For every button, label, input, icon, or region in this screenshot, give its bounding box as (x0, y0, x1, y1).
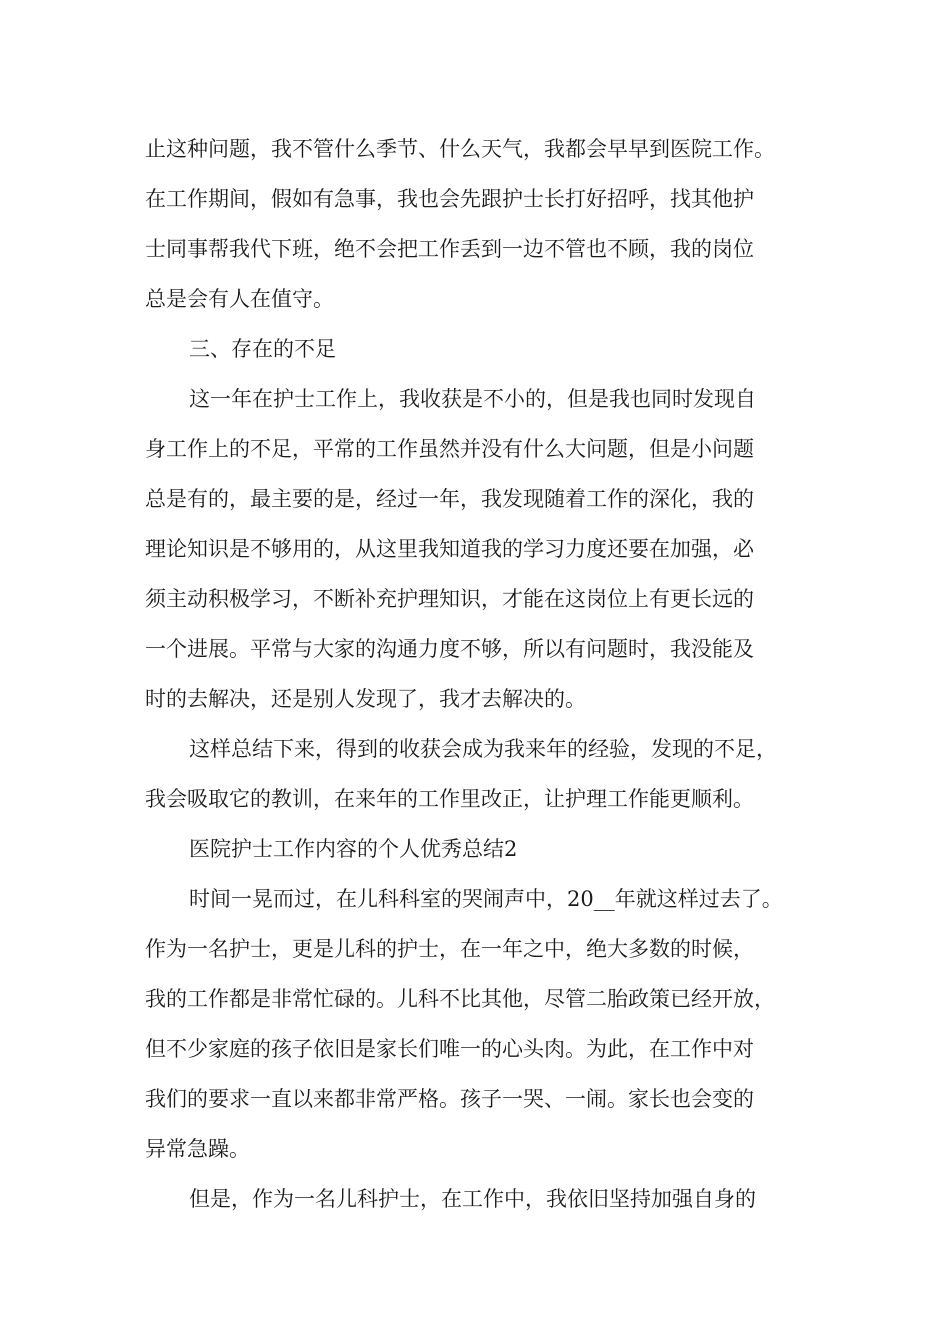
section-heading: 三、存在的不足 (189, 337, 336, 361)
text-line: 身工作上的不足，平常的工作虽然并没有什么大问题，但是小问题 (145, 437, 754, 461)
text-line: 这一年在护士工作上，我收获是不小的，但是我也同时发现自 (189, 387, 756, 411)
text-line: 在工作期间，假如有急事，我也会先跟护士长打好招呼，找其他护 (145, 187, 754, 211)
body-text (145, 124, 835, 1224)
text-line: 须主动积极学习，不断补充护理知识，才能在这岗位上有更长远的 (145, 587, 754, 611)
text-line: 这样总结下来，得到的收获会成为我来年的经验，发现的不足， (189, 737, 777, 761)
text-line: 士同事帮我代下班，绝不会把工作丢到一边不管也不顾，我的岗位 (145, 237, 754, 261)
text-line: 我的工作都是非常忙碌的。儿科不比其他，尽管二胎政策已经开放， (145, 987, 775, 1011)
text-line: 理论知识是不够用的，从这里我知道我的学习力度还要在加强，必 (145, 537, 754, 561)
text-line: 我们的要求一直以来都非常严格。孩子一哭、一闹。家长也会变的 (145, 1087, 754, 1111)
article-title: 医院护士工作内容的个人优秀总结2 (189, 837, 518, 861)
text-line: 作为一名护士，更是儿科的护士，在一年之中，绝大多数的时候， (145, 937, 754, 961)
text-line: 一个进展。平常与大家的沟通力度不够，所以有问题时，我没能及 (145, 637, 754, 661)
text-line: 止这种问题，我不管什么季节、什么天气，我都会早早到医院工作。 (145, 137, 775, 161)
text-line: 总是会有人在值守。 (145, 287, 334, 311)
text-line: 但是，作为一名儿科护士，在工作中，我依旧坚持加强自身的 (189, 1187, 756, 1211)
text-line: 总是有的，最主要的是，经过一年，我发现随着工作的深化，我的 (145, 487, 754, 511)
text-line: 时的去解决，还是别人发现了，我才去解决的。 (145, 687, 586, 711)
text-line: 但不少家庭的孩子依旧是家长们唯一的心头肉。为此，在工作中对 (145, 1037, 754, 1061)
text-line: 异常急躁。 (145, 1137, 250, 1161)
text-line: 我会吸取它的教训，在来年的工作里改正，让护理工作能更顺利。 (145, 787, 754, 811)
text-line: 时间一晃而过，在儿科科室的哭闹声中，20__年就这样过去了。 (189, 887, 783, 911)
